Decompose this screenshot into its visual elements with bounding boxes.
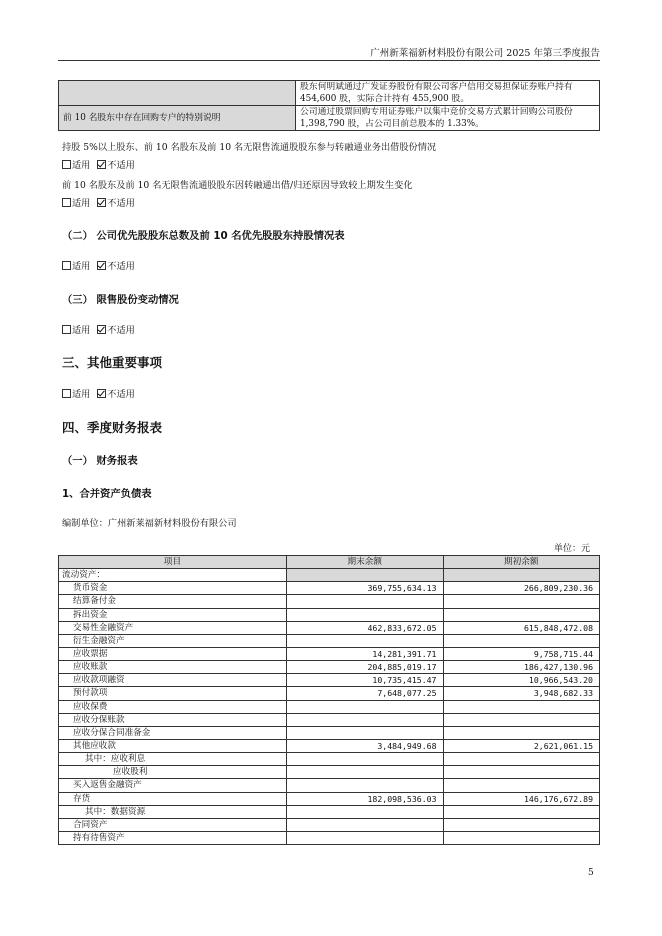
checkbox-row: [62, 195, 135, 209]
amount-cell: [443, 831, 600, 844]
section-other-matters-title: 三、其他重要事项: [62, 355, 163, 370]
amount-cell: [287, 713, 444, 726]
column-header: 项目: [59, 556, 287, 569]
row-label-cell: 应收账款: [59, 661, 287, 674]
table-row: [59, 687, 600, 700]
amount-cell: 266,809,230.36: [443, 582, 600, 595]
unchecked-box-icon[interactable]: [62, 261, 71, 270]
balance-sheet-body: [59, 569, 600, 845]
checkbox-label: 不适用: [107, 389, 135, 400]
row-label-cell: 应收保费: [59, 700, 287, 713]
row-label-cell: 应收票据: [59, 647, 287, 660]
amount-cell: [287, 726, 444, 739]
table-row: [59, 739, 600, 752]
table-row: [59, 595, 600, 608]
table-row: [59, 661, 600, 674]
amount-cell: 615,848,472.08: [443, 621, 600, 634]
table-row: [59, 818, 600, 831]
amount-cell: [443, 634, 600, 647]
amount-cell: 10,966,543.20: [443, 674, 600, 687]
amount-cell: [287, 766, 444, 779]
table-row: [59, 753, 600, 766]
table-cell: 股东何明斌通过广发证券股份有限公司客户信用交易担保证券账户持有 454,600 股，实际合计持有 455,900 股。: [296, 81, 600, 106]
table-row: [59, 805, 600, 818]
table-cell: 公司通过股票回购专用证券账户以集中竞价交易方式累计回购公司股份 1,398,790 股，占公司目前总股本的 1.33%。: [296, 106, 600, 131]
lending-paragraph: 持股 5%以上股东、前 10 名股东及前 10 名无限售流通股股东参与转融通业务出借股份情况: [62, 142, 437, 153]
table-row: [59, 713, 600, 726]
table-row: [59, 766, 600, 779]
amount-cell: 2,621,061.15: [443, 739, 600, 752]
amount-cell: 3,948,682.33: [443, 687, 600, 700]
checkbox-label: 不适用: [107, 160, 135, 171]
report-header: 广州新莱福新材料股份有限公司 2025 年第三季度报告: [370, 48, 600, 59]
amount-cell: 9,758,715.44: [443, 647, 600, 660]
row-label-cell: 结算备付金: [59, 595, 287, 608]
checkbox-label: 适用: [72, 160, 91, 171]
table-cell: [59, 81, 296, 106]
row-label-cell: 合同资产: [59, 818, 287, 831]
row-label-cell: 其中：应收利息: [59, 753, 287, 766]
amount-cell: [443, 766, 600, 779]
row-label-cell: 应收分保合同准备金: [59, 726, 287, 739]
amount-cell: [287, 595, 444, 608]
checkbox-row: [62, 386, 135, 400]
checked-box-icon[interactable]: [97, 389, 106, 398]
amount-cell: [443, 713, 600, 726]
row-label-cell: 存货: [59, 792, 287, 805]
table-row: [59, 700, 600, 713]
unchecked-box-icon[interactable]: [62, 325, 71, 334]
table-row: [59, 569, 600, 582]
section-restricted-shares-title: （三） 限售股份变动情况: [62, 294, 179, 306]
checkbox-label: 适用: [72, 325, 91, 336]
checkbox-label: 不适用: [107, 261, 135, 272]
amount-cell: [287, 569, 444, 582]
row-label-cell: 应收分保账款: [59, 713, 287, 726]
checked-box-icon[interactable]: [97, 325, 106, 334]
checked-box-icon[interactable]: [97, 198, 106, 207]
column-header: 期末余额: [287, 556, 444, 569]
amount-cell: 204,885,019.17: [287, 661, 444, 674]
row-label-cell: 拆出资金: [59, 608, 287, 621]
table-row: [59, 674, 600, 687]
row-label-cell: 交易性金融资产: [59, 621, 287, 634]
checked-box-icon[interactable]: [97, 261, 106, 270]
table-row: [59, 608, 600, 621]
amount-cell: 369,755,634.13: [287, 582, 444, 595]
amount-cell: [443, 569, 600, 582]
amount-cell: [287, 805, 444, 818]
amount-cell: 10,735,415.47: [287, 674, 444, 687]
unchecked-box-icon[interactable]: [62, 389, 71, 398]
amount-cell: [287, 753, 444, 766]
amount-cell: [443, 726, 600, 739]
row-label-cell: 预付款项: [59, 687, 287, 700]
row-label-cell: 应收款项融资: [59, 674, 287, 687]
unit-label: 单位：元: [553, 544, 590, 554]
amount-cell: 182,098,536.03: [287, 792, 444, 805]
row-label-cell: 货币资金: [59, 582, 287, 595]
header-divider: [58, 60, 600, 61]
amount-cell: [443, 805, 600, 818]
amount-cell: 7,648,077.25: [287, 687, 444, 700]
amount-cell: [443, 779, 600, 792]
table-row: [59, 582, 600, 595]
amount-cell: 146,176,672.89: [443, 792, 600, 805]
shareholder-notes-table: [58, 80, 600, 131]
table-header-row: [59, 556, 600, 569]
row-label-cell: 应收股利: [59, 766, 287, 779]
amount-cell: [287, 608, 444, 621]
amount-cell: [443, 700, 600, 713]
table-row: [59, 792, 600, 805]
amount-cell: [287, 779, 444, 792]
unchecked-box-icon[interactable]: [62, 198, 71, 207]
row-label-cell: 其中：数据资源: [59, 805, 287, 818]
amount-cell: [287, 700, 444, 713]
section-statements-subtitle: （一） 财务报表: [62, 455, 138, 467]
column-header: 期初余额: [443, 556, 600, 569]
amount-cell: 14,281,391.71: [287, 647, 444, 660]
row-label-cell: 持有待售资产: [59, 831, 287, 844]
preparer-label: 编制单位：广州新莱福新材料股份有限公司: [62, 518, 237, 529]
row-label-cell: 流动资产：: [59, 569, 287, 582]
amount-cell: [443, 818, 600, 831]
checkbox-row: [62, 258, 135, 272]
checkbox-label: 适用: [72, 389, 91, 400]
checked-box-icon[interactable]: [97, 160, 106, 169]
checkbox-label: 不适用: [107, 325, 135, 336]
table-row: [59, 106, 600, 131]
row-label-cell: 买入返售金融资产: [59, 779, 287, 792]
row-label-cell: 其他应收款: [59, 739, 287, 752]
amount-cell: [443, 753, 600, 766]
section-preferred-shares-title: （二） 公司优先股股东总数及前 10 名优先股股东持股情况表: [62, 230, 345, 242]
amount-cell: 462,833,672.05: [287, 621, 444, 634]
table-row: [59, 621, 600, 634]
checkbox-label: 适用: [72, 198, 91, 209]
checkbox-label: 适用: [72, 261, 91, 272]
checkbox-label: 不适用: [107, 198, 135, 209]
amount-cell: [443, 608, 600, 621]
change-paragraph: 前 10 名股东及前 10 名无限售流通股股东因转融通出借/归还原因导致较上期发生变化: [62, 180, 413, 191]
section-balance-sheet-title: 1、合并资产负债表: [62, 488, 152, 500]
table-row: [59, 779, 600, 792]
table-row: [59, 647, 600, 660]
amount-cell: [287, 634, 444, 647]
row-label-cell: 衍生金融资产: [59, 634, 287, 647]
amount-cell: 3,484,949.68: [287, 739, 444, 752]
table-row: [59, 634, 600, 647]
balance-sheet-table: [58, 555, 600, 845]
table-row: [59, 831, 600, 844]
table-row: [59, 726, 600, 739]
amount-cell: 186,427,130.96: [443, 661, 600, 674]
amount-cell: [443, 595, 600, 608]
checkbox-row: [62, 157, 135, 171]
checkbox-row: [62, 322, 135, 336]
table-cell: 前 10 名股东中存在回购专户的特别说明: [59, 106, 296, 131]
section-financial-statements-title: 四、季度财务报表: [62, 420, 163, 435]
amount-cell: [287, 818, 444, 831]
table-row: [59, 81, 600, 106]
page-number: 5: [588, 868, 594, 878]
unchecked-box-icon[interactable]: [62, 160, 71, 169]
amount-cell: [287, 831, 444, 844]
